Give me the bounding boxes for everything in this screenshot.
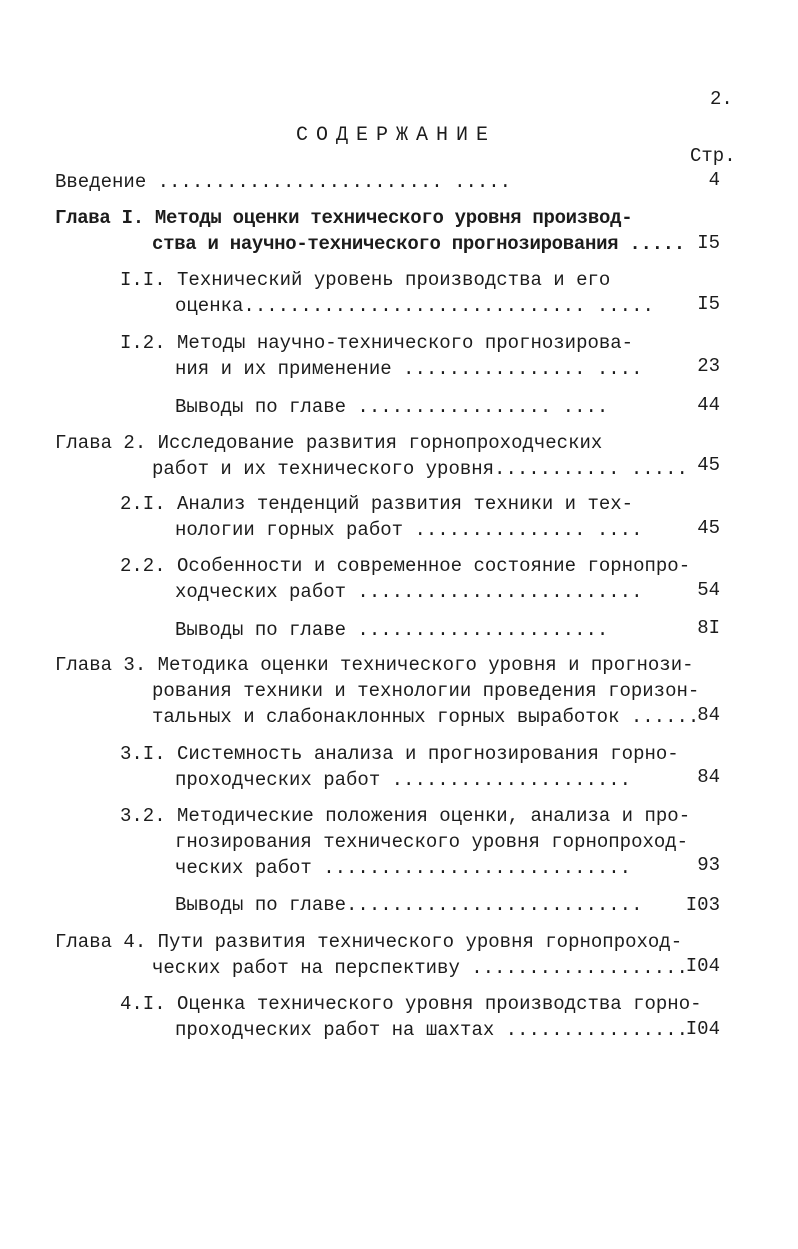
toc-entry-line: нологии горных работ ............... ....: [175, 519, 643, 541]
toc-entry-line: 2.I. Анализ тенденций развития техники и тех-: [120, 493, 634, 515]
toc-entry-line: ства и научно-технического прогнозирования .....: [152, 233, 685, 255]
toc-entry-line: Глава 3. Методика оценки технического уровня и прогнози-: [55, 654, 694, 676]
toc-entry-line: Глава 4. Пути развития технического уровня горнопроход-: [55, 931, 683, 953]
toc-entry-page: 45: [697, 517, 720, 539]
toc-entry-line: проходческих работ на шахтах ................: [175, 1019, 689, 1041]
toc-entry-line: проходческих работ .....................: [175, 769, 632, 791]
toc-entry-text: Выводы по главе ......................: [175, 619, 609, 641]
toc-entry-page: 45: [697, 454, 720, 476]
toc-entry-line: ческих работ на перспективу ...................: [152, 957, 688, 979]
page-number: 2.: [710, 88, 733, 110]
toc-entry-line: I.I. Технический уровень производства и его: [120, 269, 611, 291]
toc-entry-text: Выводы по главе ................. ....: [175, 396, 609, 418]
toc-entry-text: Выводы по главе..........................: [175, 894, 643, 916]
toc-entry-page: I04: [685, 1018, 720, 1040]
toc-entry-line: 3.2. Методические положения оценки, анализа и про-: [120, 805, 691, 827]
toc-entry-line: Глава 2. Исследование развития горнопроходческих: [55, 432, 603, 454]
toc-entry-page: I5: [697, 232, 720, 254]
toc-entry-page: I5: [697, 293, 720, 315]
toc-entry-line: работ и их технического уровня........... .....: [152, 458, 688, 480]
toc-entry-line: ческих работ ...........................: [175, 857, 632, 879]
toc-entry-page: 84: [697, 704, 720, 726]
toc-entry-page: 23: [697, 355, 720, 377]
toc-entry-line: ходческих работ .........................: [175, 581, 643, 603]
toc-entry-page: I04: [685, 955, 720, 977]
toc-entry-line: Глава I. Методы оценки технического уровня производ-: [55, 207, 633, 229]
toc-entry-line: оценка.............................. .....: [175, 295, 654, 317]
toc-entry-page: 8I: [697, 617, 720, 639]
toc-entry-page: 54: [697, 579, 720, 601]
toc-entry-page: 93: [697, 854, 720, 876]
toc-entry-line: 4.I. Оценка технического уровня производства горно-: [120, 993, 702, 1015]
page-column-header: Стр.: [690, 145, 736, 167]
toc-entry-line: ния и их применение ................ ....: [175, 358, 643, 380]
toc-entry-line: 3.I. Системность анализа и прогнозирования горно-: [120, 743, 679, 765]
toc-entry-page: 44: [697, 394, 720, 416]
toc-entry-line: рования техники и технологии проведения горизон-: [152, 680, 700, 702]
toc-entry-page: 4: [708, 169, 720, 191]
toc-entry-line: гнозирования технического уровня горнопроход-: [175, 831, 689, 853]
toc-entry-page: 84: [697, 766, 720, 788]
toc-entry-line: I.2. Методы научно-технического прогнозирова-: [120, 332, 634, 354]
toc-entry-text: Введение ......................... .....: [55, 171, 512, 193]
toc-entry-line: тальных и слабонаклонных горных выработок ......: [152, 706, 700, 728]
toc-entry-line: 2.2. Особенности и современное состояние горнопро-: [120, 555, 691, 577]
toc-entry-page: I03: [685, 894, 720, 916]
page-title: СОДЕРЖАНИЕ: [296, 124, 497, 147]
